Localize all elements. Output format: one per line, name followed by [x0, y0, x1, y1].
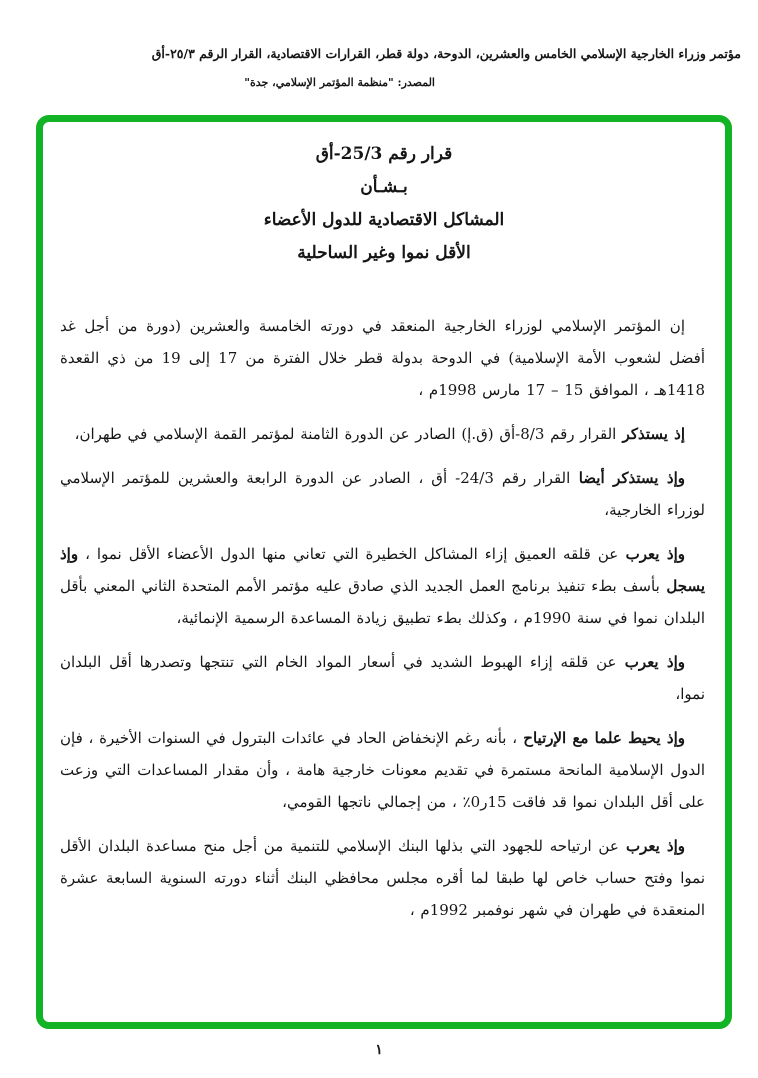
source-header-line: مؤتمر وزراء الخارجية الإسلامي الخامس والعشرين، الدوحة، دولة قطر، القرارات الاقتصادية، القرار الرقم ٢٥/٣-أق	[151, 46, 741, 61]
paragraph: وإذ يعرب عن ارتياحه للجهود التي بذلها البنك الإسلامي للتنمية من أجل منح مساعدة البلدان الأقل نموا وفتح حساب خاص لها طبقا لما أقره مجلس محافظي البنك أثناء دورته السنوية السابعة عشرة المنعقدة في طهران في شهر نوفمبر 1992م ،	[60, 837, 705, 919]
resolution-title-block	[43, 138, 725, 270]
resolution-green-frame	[36, 115, 732, 1029]
title-regarding-label: بـشـأن	[360, 177, 408, 197]
paragraph: وإذ يستذكر أيضا القرار رقم 24/3- أق ، الصادر عن الدورة الرابعة والعشرين للمؤتمر الإسلامي لوزراء الخارجية،	[60, 469, 705, 519]
paragraph: وإذ يحيط علما مع الإرتياح ، بأنه رغم الإنخفاض الحاد في عائدات البترول في السنوات الأخيرة ، فإن الدول الإسلامية المانحة مستمرة في تقديم معونات خارجية هامة ، وأن مقدار المساعدات التي وزعت على أقل البلدان نموا قد فاقت 15ر0٪ ، من إجمالي ناتجها القومي،	[60, 729, 705, 811]
paragraph: إن المؤتمر الإسلامي لوزراء الخارجية المنعقد في دورته الخامسة والعشرين (دورة من أجل غد أفضل لشعوب الأمة الإسلامية) في الدوحة بدولة قطر خلال الفترة من 17 إلى 19 من ذي القعدة 1418هـ ، الموافق 15 – 17 مارس 1998م ،	[60, 317, 705, 399]
resolution-number-title: قرار رقم 25/3-أق	[315, 144, 453, 164]
paragraph: إذ يستذكر القرار رقم 8/3-أق (ق.إ) الصادر عن الدورة الثامنة لمؤتمر القمة الإسلامي في طهران،	[74, 425, 685, 443]
title-subject-line-1: المشاكل الاقتصادية للدول الأعضاء	[263, 210, 505, 230]
document-body	[60, 310, 705, 926]
paragraph: وإذ يعرب عن قلقه إزاء الهبوط الشديد في أسعار المواد الخام التي تنتجها وتصدرها أقل البلدان نموا،	[60, 653, 705, 703]
source-citation: المصدر: "منظمة المؤتمر الإسلامي، جدة"	[244, 76, 435, 89]
title-subject-line-2: الأقل نموا وغير الساحلية	[297, 243, 471, 263]
page-number: ١	[375, 1042, 383, 1058]
paragraph: وإذ يعرب عن قلقه العميق إزاء المشاكل الخطيرة التي تعاني منها الدول الأعضاء الأقل نموا ، وإذ يسجل بأسف بطء تنفيذ برنامج العمل الجديد الذي صادق عليه مؤتمر الأمم المتحدة الثاني المعني بأقل البلدان نموا في سنة 1990م ، وكذلك بطء تطبيق زيادة المساعدة الرسمية الإنمائية،	[60, 545, 706, 627]
